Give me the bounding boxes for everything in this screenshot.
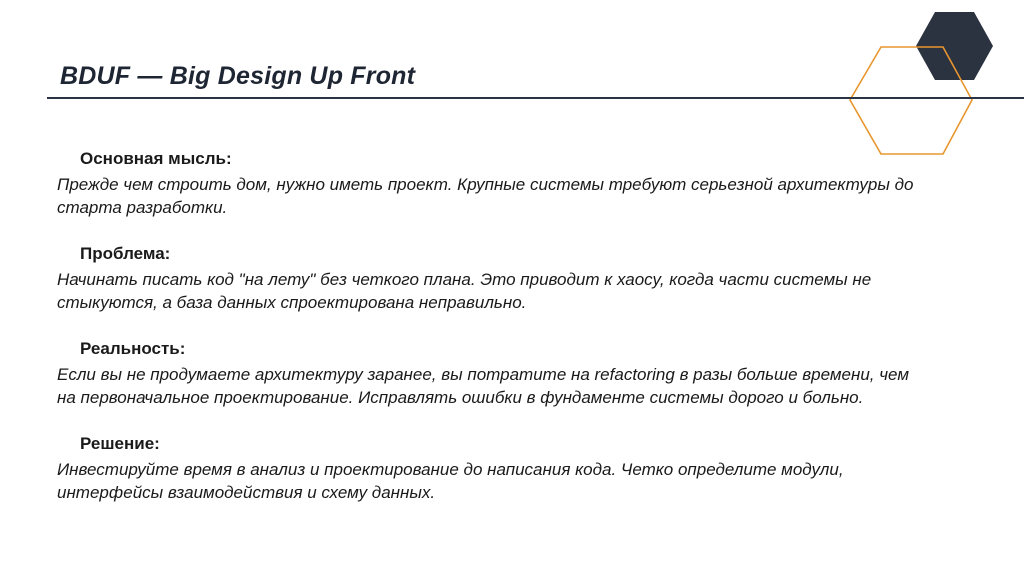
section-problem xyxy=(57,242,957,314)
section-heading: Основная мысль: xyxy=(80,149,232,168)
section-heading: Реальность: xyxy=(80,339,186,358)
section-main-idea xyxy=(57,147,957,219)
section-text: Инвестируйте время в анализ и проектирование до написания кода. Четко определите модули, интерфейсы взаимодействия и схему данных. xyxy=(57,460,844,502)
slide-title: BDUF — Big Design Up Front xyxy=(60,62,416,90)
section-text: Если вы не продумаете архитектуру заранее, вы потратите на refactoring в разы больше времени, чем на первоначальное проектирование. Исправлять ошибки в фундаменте системы дорого и больно. xyxy=(57,365,909,407)
section-heading: Проблема: xyxy=(80,244,171,263)
title-underline xyxy=(47,97,1024,99)
hexagon-decoration xyxy=(840,0,1024,170)
section-heading: Решение: xyxy=(80,434,160,453)
dark-hexagon-icon xyxy=(916,12,993,80)
section-reality xyxy=(57,337,957,409)
section-text: Начинать писать код "на лету" без четкого плана. Это приводит к хаосу, когда части системы не стыкуются, а база данных спроектирована неправильно. xyxy=(57,270,872,312)
section-solution xyxy=(57,432,957,504)
slide-content xyxy=(57,147,957,527)
section-text: Прежде чем строить дом, нужно иметь проект. Крупные системы требуют серьезной архитектуры до старта разработки. xyxy=(57,175,914,217)
